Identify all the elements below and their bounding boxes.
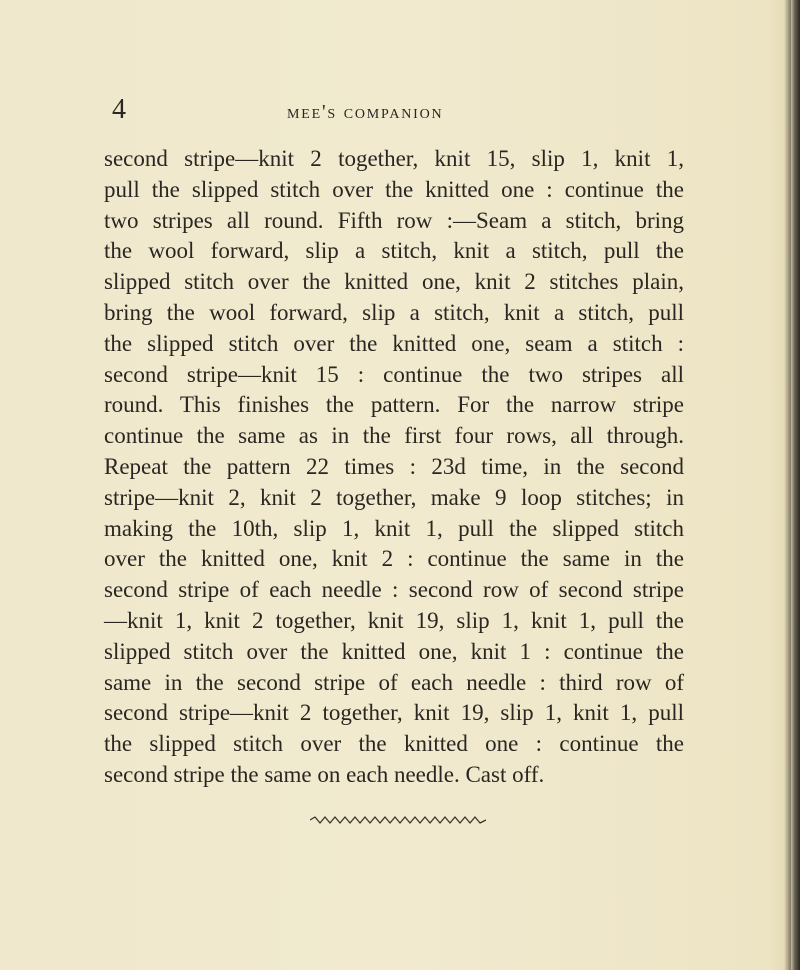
text-line: making the 10th, slip 1, knit 1, pull the slipped stitch bbox=[104, 515, 684, 541]
text-line: continue the same as in the first four rows, all through. bbox=[104, 423, 684, 449]
text-line: second stripe the same on each needle. Cast off. bbox=[104, 761, 545, 787]
text-line: the slipped stitch over the knitted one : continue the bbox=[104, 731, 684, 757]
text-line: —knit 1, knit 2 together, knit 19, slip 1, knit 1, pull the bbox=[104, 607, 684, 633]
text-line: round. This finishes the pattern. For the narrow stripe bbox=[104, 392, 684, 418]
wavy-rule-ornament-icon bbox=[310, 814, 486, 826]
text-line: second stripe—knit 2 together, knit 15, slip 1, knit 1, bbox=[104, 146, 684, 171]
text-line: two stripes all round. Fifth row :—Seam a stitch, bring bbox=[104, 207, 684, 233]
running-title: mee's companion bbox=[287, 101, 444, 123]
text-line: bring the wool forward, slip a stitch, knit a stitch, pull bbox=[104, 299, 684, 325]
text-line: second stripe—knit 2 together, knit 19, slip 1, knit 1, pull bbox=[104, 700, 684, 726]
text-line: second stripe—knit 15 : continue the two stripes all bbox=[104, 361, 684, 387]
text-line: Repeat the pattern 22 times : 23d time, in the second bbox=[104, 453, 684, 479]
text-line: same in the second stripe of each needle : third row of bbox=[104, 669, 684, 695]
text-line: second stripe of each needle : second row of second stripe bbox=[104, 577, 684, 603]
text-line: pull the slipped stitch over the knitted one : continue the bbox=[104, 176, 684, 202]
page-number: 4 bbox=[112, 94, 127, 125]
text-line: the slipped stitch over the knitted one, seam a stitch : bbox=[104, 330, 684, 356]
body-text bbox=[104, 144, 684, 791]
text-line: slipped stitch over the knitted one, knit 1 : continue the bbox=[104, 638, 684, 664]
text-line: stripe—knit 2, knit 2 together, make 9 loop stitches; in bbox=[104, 484, 684, 510]
text-line: the wool forward, slip a stitch, knit a stitch, pull the bbox=[104, 238, 684, 264]
text-line: slipped stitch over the knitted one, knit 2 stitches plain, bbox=[104, 269, 684, 295]
text-line: over the knitted one, knit 2 : continue the same in the bbox=[104, 546, 684, 572]
page-header bbox=[0, 88, 800, 128]
page-edge-shadow bbox=[791, 0, 800, 970]
